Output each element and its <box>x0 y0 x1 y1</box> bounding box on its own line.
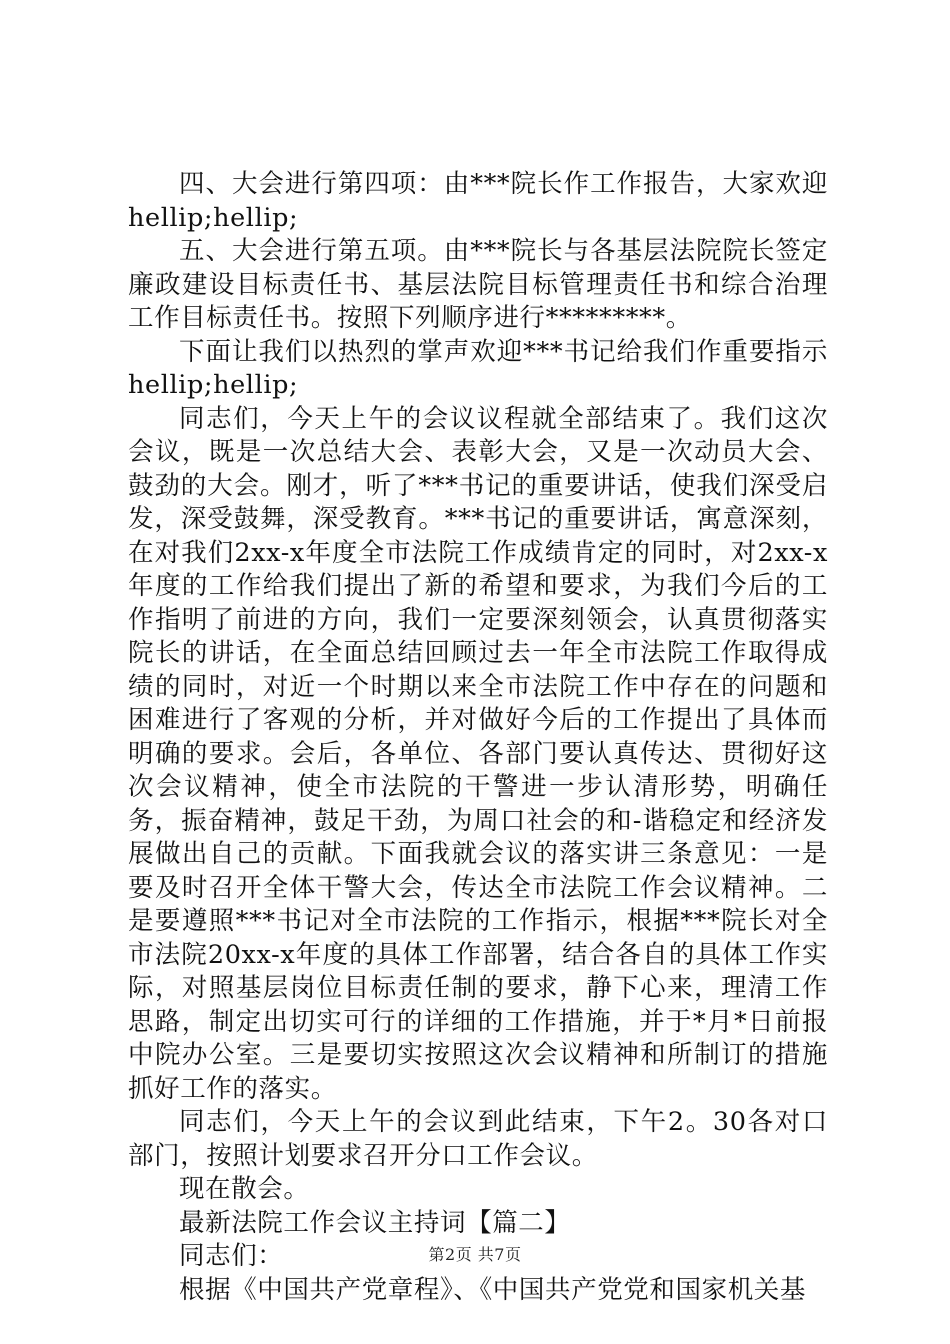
paragraph-instruction: 下面让我们以热烈的掌声欢迎***书记给我们作重要指示hellip;hellip; <box>128 336 828 400</box>
paragraph-closing-speech: 同志们，今天上午的会议议程就全部结束了。我们这次会议，既是一次总结大会、表彰大会，又是一次动员大会、鼓劲的大会。刚才，听了***书记的重要讲话，使我们深受启发，深受鼓舞，深受教育。***书记的重要讲话，寓意深刻，在对我们2xx-x年度全市法院工作成绩肯定的同时，对2xx-x年度的工作给我们提出了新的希望和要求，为我们今后的工作指明了前进的方向，我们一定要深刻领会，认真贯彻落实院长的讲话，在全面总结回顾过去一年全市法院工作取得成绩的同时，对近一个时期以来全市法院工作中存在的问题和困难进行了客观的分析，并对做好今后的工作提出了具体而明确的要求。会后，各单位、各部门要认真传达、贯彻好这次会议精神，使全市法院的干警进一步认清形势，明确任务，振奋精神，鼓足干劲，为周口社会的和-谐稳定和经济发展做出自己的贡献。下面我就会议的落实讲三条意见：一是要及时召开全体干警大会，传达全市法院工作会议精神。二是要遵照***书记对全市法院的工作指示，根据***院长对全市法院20xx-x年度的具体工作部署，结合各自的具体工作实际，对照基层岗位目标责任制的要求，静下心来，理清工作思路，制定出切实可行的详细的工作措施，并于*月*日前报中院办公室。三是要切实按照这次会议精神和所制订的措施抓好工作的落实。 <box>128 403 828 1104</box>
paragraph-item-4: 四、大会进行第四项：由***院长作工作报告，大家欢迎hellip;hellip; <box>128 169 828 233</box>
paragraph-item-5: 五、大会进行第五项。由***院长与各基层法院院长签定廉政建设目标责任书、基层法院目标管理责任书和综合治理工作目标责任书。按照下列顺序进行*********。 <box>128 236 828 333</box>
section-heading: 最新法院工作会议主持词【篇二】 <box>179 1207 571 1238</box>
page-footer: 第2页 共7页 <box>428 1245 522 1264</box>
paragraph-adjourn: 现在散会。 <box>179 1174 310 1204</box>
paragraph-truncated: 根据《中国共产党章程》、《中国共产党党和国家机关基 <box>179 1274 807 1305</box>
paragraph-salutation: 同志们： <box>179 1241 284 1271</box>
paragraph-afternoon-notice: 同志们，今天上午的会议到此结束，下午2。30各对口部门，按照计划要求召开分口工作会议。 <box>128 1107 828 1171</box>
document-body <box>128 168 828 1307</box>
